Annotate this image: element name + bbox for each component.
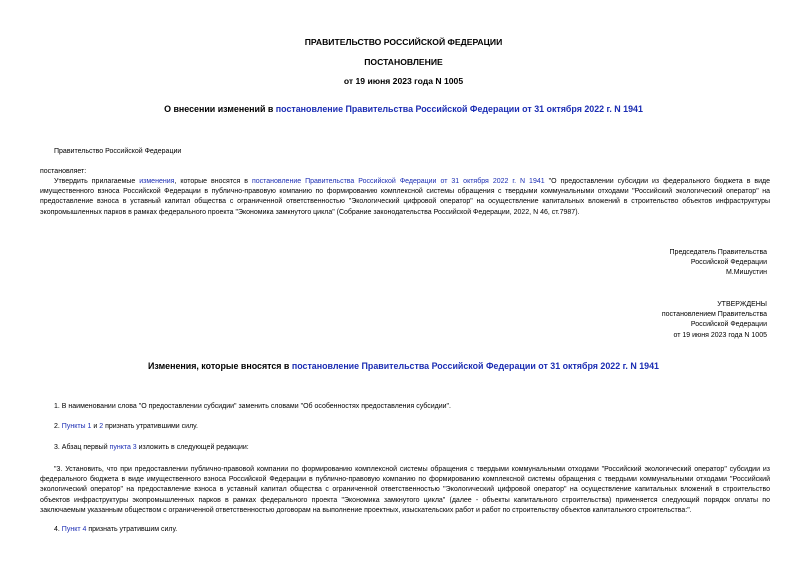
changes-heading <box>0 361 807 371</box>
signature-line-name: М.Мишустин <box>725 269 767 277</box>
resolution-paragraph <box>40 177 770 218</box>
changes-resolution-link[interactable]: постановление Правительства Российской Федерации от 31 октября 2022 г. N 1941 <box>291 361 659 371</box>
item-text: признать утратившим силу. <box>86 526 178 533</box>
paragraph-text: "О предоставлении субсидии из федерального бюджета в виде имущественного взноса Российской Федерации в публично-правовую компанию по формированию комплексной системы обращения с твердыми коммунальными отходами "Российский экологический оператор" на предоставление взноса в уставный капитал общества с ограниченной ответственностью "Экологический цифровой оператор" на осуществление капитальных вложений в строительство объектов инфраструктуры экопромышленных парков в рамках федерального проекта "Экономика замкнутого цикла" (Собрание законодательства Российской Федерации, 2022, N 46, ст.7987). <box>40 178 771 216</box>
signature-block <box>670 248 767 279</box>
item-text: 3. Абзац первый <box>54 444 110 451</box>
changes-link[interactable]: изменения <box>139 178 175 185</box>
point-2-link[interactable]: 2 <box>99 423 104 430</box>
paragraph-text: Утвердить прилагаемые <box>54 178 140 185</box>
points-1-link[interactable]: Пункты 1 <box>61 423 92 430</box>
item-text: 4. <box>54 526 62 533</box>
change-item-3 <box>54 443 249 453</box>
point-4-link[interactable]: Пункт 4 <box>61 526 87 533</box>
change-item-1: 1. В наименовании слова "О предоставлении субсидии" заменить словами "Об особенностях предоставления субсидии". <box>54 403 451 410</box>
changes-heading-prefix: Изменения, которые вносятся в <box>148 361 292 371</box>
paragraph-text: , которые вносятся в <box>174 178 252 185</box>
decides-line: постановляет: <box>40 168 87 175</box>
change-item-2 <box>54 422 198 432</box>
item-text: 2. <box>54 423 62 430</box>
document-date-number: от 19 июня 2023 года N 1005 <box>343 76 464 86</box>
document-title <box>0 104 807 114</box>
signature-line-country: Российской Федерации <box>690 259 767 267</box>
item-text: и <box>91 423 100 430</box>
document-title-prefix: О внесении изменений в <box>164 104 276 114</box>
approval-line-2: постановлением Правительства <box>661 311 767 319</box>
approval-line-3: Российской Федерации <box>690 321 767 329</box>
new-wording-quote: "3. Установить, что при предоставлении публично-правовой компании по формированию комплексной системы обращения с твердыми коммунальными отходами "Российский экологический оператор" субсидии из федерального бюджета в виде имущественного взноса Российской Федерации в публично-правовую компанию по формированию комплексной системы обращения с твердыми коммунальными отходами "Российский экологический оператор" на предоставление взноса в уставный капитал общества с ограниченной ответственностью "Экологический цифровой оператор" на осуществление капитальных вложений в строительство объектов инфраструктуры экопромышленных парков в рамках федерального проекта "Экономика замкнутого цикла" (далее - объекты капитального строительства) применяется следующий порядок оплаты по заключаемым указанным обществом с ограниченной ответственностью договорам на выполнение проектных, изыскательских работ и работ по строительству объектов капитального строительства:". <box>40 466 770 514</box>
document-type-heading: ПОСТАНОВЛЕНИЕ <box>364 57 443 67</box>
signature-line-title: Председатель Правительства <box>669 249 767 256</box>
amended-resolution-link[interactable]: постановление Правительства Российской Федерации от 31 октября 2022 г. N 1941 <box>275 104 643 114</box>
resolution-1941-link[interactable]: постановление Правительства Российской Федерации от 31 октября 2022 г. N 1941 <box>251 178 545 185</box>
approval-line-1: УТВЕРЖДЕНЫ <box>717 301 767 308</box>
approval-block <box>662 300 767 341</box>
point-3-link[interactable]: пункта 3 <box>109 444 137 451</box>
change-item-4 <box>54 525 177 535</box>
item-text: изложить в следующей редакции: <box>136 444 249 451</box>
approval-line-4: от 19 июня 2023 года N 1005 <box>673 331 767 339</box>
government-line: Правительство Российской Федерации <box>54 148 182 155</box>
item-text: признать утратившими силу. <box>103 423 198 430</box>
government-heading: ПРАВИТЕЛЬСТВО РОССИЙСКОЙ ФЕДЕРАЦИИ <box>304 37 503 47</box>
